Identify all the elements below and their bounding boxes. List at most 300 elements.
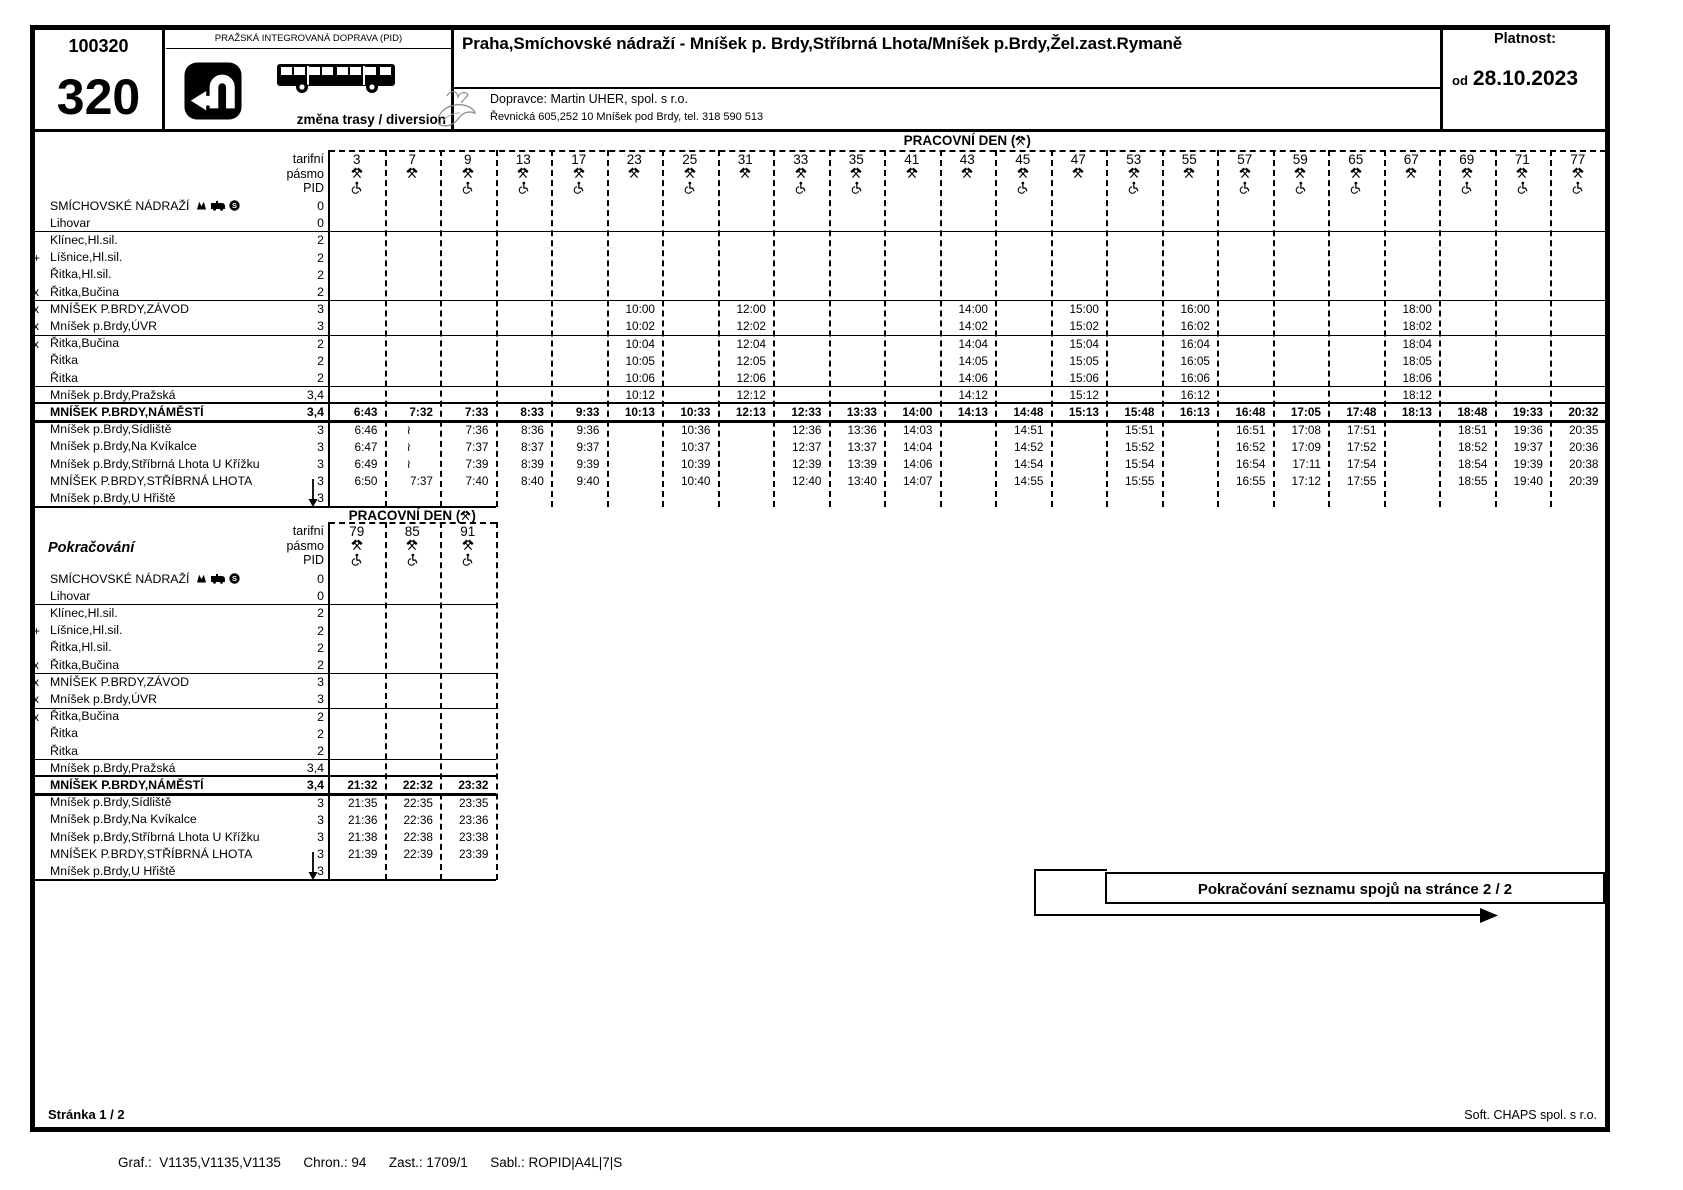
station-row	[50, 658, 119, 672]
station-row	[50, 439, 197, 453]
departure-time: 12:12	[736, 388, 766, 403]
departure-time: 21:35	[347, 795, 378, 810]
departure-time: 7:39	[465, 457, 489, 471]
metro-icon	[196, 201, 207, 210]
trip-column-icons	[329, 167, 385, 179]
trip-column-icons	[1495, 181, 1551, 194]
wheelchair-icon	[1350, 181, 1361, 194]
station-name: MNÍŠEK P.BRDY,ZÁVOD	[50, 674, 189, 689]
diversion-note: změna trasy / diversion	[296, 112, 446, 127]
departure-time: 10:06	[625, 371, 655, 385]
zone-value: 2	[317, 606, 324, 621]
corner-label: tarifní	[292, 152, 324, 166]
departure-time: 8:37	[521, 439, 544, 454]
trip-column-icons	[1495, 167, 1551, 179]
departure-time: 18:13	[1401, 405, 1432, 420]
workdays-icon	[1516, 167, 1528, 179]
departure-time: 20:36	[1568, 439, 1599, 454]
departure-time: 18:51	[1457, 422, 1488, 437]
station-prefix: x	[33, 285, 39, 299]
departure-time: 17:52	[1346, 439, 1377, 454]
departure-time: 16:06	[1180, 371, 1210, 385]
zone-value: 3,4	[306, 778, 324, 793]
station-name: Řitka	[50, 743, 79, 758]
trip-number: 91	[460, 524, 476, 539]
zone-value: 3	[317, 457, 324, 471]
departure-time: 20:32	[1568, 405, 1599, 420]
zone-value: 3	[317, 439, 324, 454]
departure-time: 21:36	[347, 812, 378, 827]
departure-time: 7:33	[464, 405, 489, 420]
station-row	[50, 474, 252, 488]
trip-column-icons	[329, 181, 385, 194]
departure-time: 14:55	[1013, 474, 1044, 489]
station-row	[50, 795, 171, 809]
workdays-icon	[1461, 167, 1473, 179]
station-name: Líšnice,Hl.sil.	[50, 623, 123, 638]
departure-time: 15:04	[1069, 336, 1099, 351]
departure-time: 7:36	[465, 422, 489, 437]
departure-time: 12:39	[791, 457, 822, 471]
trip-column-icons	[1273, 167, 1329, 179]
departure-time: 18:04	[1402, 336, 1432, 351]
zone-value: 0	[317, 199, 324, 213]
wheelchair-icon	[1461, 181, 1472, 194]
station-row	[50, 216, 90, 230]
departure-time: 21:32	[347, 778, 378, 793]
workdays-icon	[1015, 135, 1026, 146]
station-name: Mníšek p.Brdy,U Hřiště	[50, 863, 176, 878]
departure-time: 14:06	[902, 457, 933, 471]
departure-time: 15:02	[1069, 319, 1099, 334]
zone-value: 3,4	[306, 388, 324, 403]
station-row	[50, 319, 157, 333]
station-name: Řitka,Bučina	[50, 709, 120, 724]
station-name: Mníšek p.Brdy,Stříbrná Lhota U Křížku	[50, 456, 260, 471]
departure-time: 15:05	[1069, 353, 1099, 368]
train-icon	[210, 573, 226, 584]
station-row	[50, 830, 260, 844]
trip-column-icons	[1439, 181, 1495, 194]
departure-time: 15:51	[1124, 422, 1155, 437]
station-row	[50, 267, 112, 281]
departure-time: 22:39	[403, 847, 433, 862]
departure-time: 13:36	[847, 422, 877, 437]
workdays-icon	[462, 167, 474, 179]
trip-number: 45	[1015, 152, 1031, 167]
station-name: MNÍŠEK P.BRDY,NÁMĚSTÍ	[50, 404, 204, 419]
wheelchair-icon	[462, 181, 473, 194]
departure-time: 16:00	[1180, 302, 1210, 317]
dove-logo	[433, 88, 479, 128]
departure-time: 16:04	[1180, 336, 1210, 351]
departure-time: 16:48	[1235, 405, 1266, 420]
departure-time: 17:05	[1290, 405, 1321, 420]
zone-value: 3	[317, 864, 324, 879]
trip-number: 57	[1237, 152, 1253, 167]
departure-time: 16:02	[1180, 319, 1210, 334]
wheelchair-icon	[1128, 181, 1139, 194]
trip-column-icons	[1550, 181, 1606, 194]
trip-number: 35	[848, 152, 864, 167]
continuation-note: Pokračování seznamu spojů na stránce 2 / 2	[1105, 872, 1605, 904]
wheelchair-icon	[1295, 181, 1306, 194]
trip-number: 59	[1292, 152, 1308, 167]
station-name: MNÍŠEK P.BRDY,ZÁVOD	[50, 301, 189, 316]
line-number: 320	[56, 69, 141, 125]
workdays-icon	[739, 167, 751, 179]
departure-time: 15:13	[1068, 405, 1099, 420]
departure-time: 7:37	[465, 439, 489, 454]
workdays-icon	[460, 510, 471, 521]
departure-time: 10:33	[680, 405, 711, 420]
departure-time: 6:43	[353, 405, 378, 420]
departure-time: 6:50	[354, 474, 378, 489]
departure-time: 14:48	[1013, 405, 1044, 420]
departure-time: 15:52	[1124, 439, 1155, 454]
caption-underline	[166, 48, 451, 49]
esko-icon	[229, 200, 240, 211]
station-name: Mníšek p.Brdy,Na Kvíkalce	[50, 812, 197, 827]
station-prefix: x	[33, 302, 39, 317]
major-stop-line	[30, 775, 496, 777]
esko-icon	[229, 573, 240, 584]
station-row	[50, 285, 119, 299]
station-prefix: x	[33, 675, 39, 690]
station-row	[50, 864, 176, 878]
departure-time: 15:54	[1124, 457, 1155, 471]
station-row	[50, 388, 176, 402]
zone-value: 2	[317, 233, 324, 248]
trip-column-icons	[773, 181, 829, 194]
continuation-arrow-line	[1034, 869, 1036, 916]
trip-number: 67	[1403, 152, 1419, 167]
operator-address: Řevnická 605,252 10 Mníšek pod Brdy, tel. 318 590 513	[490, 111, 764, 123]
trip-column-icons	[496, 181, 552, 194]
zone-value: 2	[317, 658, 324, 672]
departure-time: 16:55	[1235, 474, 1266, 489]
departure-time: 12:05	[736, 353, 766, 368]
trip-column-icons	[940, 167, 996, 179]
station-name: Mníšek p.Brdy,U Hřiště	[50, 490, 176, 505]
station-row	[50, 572, 240, 586]
departure-time: 12:06	[736, 371, 766, 385]
departure-time: 12:00	[736, 302, 766, 317]
departure-time: 18:00	[1402, 302, 1432, 317]
station-row	[50, 640, 112, 654]
station-row	[50, 692, 157, 706]
departure-time: 14:13	[957, 405, 988, 420]
zone-value: 3,4	[306, 405, 324, 420]
corner-label: PID	[303, 181, 324, 195]
trip-number: 69	[1459, 152, 1475, 167]
day-header-text: PRACOVNÍ DEN (	[348, 508, 461, 523]
zone-value: 3	[317, 319, 324, 334]
trip-number: 47	[1070, 152, 1086, 167]
trip-number: 25	[682, 152, 698, 167]
departure-time: 19:40	[1513, 474, 1543, 489]
trip-number: 7	[408, 152, 416, 167]
trip-number: 23	[626, 152, 642, 167]
departure-time: 23:32	[458, 778, 489, 793]
trip-column-icons	[440, 181, 496, 194]
trip-column-icons	[662, 167, 718, 179]
departure-time: 20:35	[1568, 422, 1599, 437]
validity-label: Platnost:	[1493, 31, 1557, 47]
trip-column-icons	[773, 167, 829, 179]
workdays-icon	[1128, 167, 1140, 179]
departure-time: 7:40	[465, 474, 489, 489]
workdays-icon	[1572, 167, 1584, 179]
station-name: SMÍCHOVSKÉ NÁDRAŽÍ	[50, 571, 190, 586]
departure-time: 6:47	[354, 439, 378, 454]
departure-time: 12:40	[791, 474, 822, 489]
departure-time: 13:40	[847, 474, 877, 489]
workdays-icon	[961, 167, 973, 179]
trip-column-icons	[329, 539, 385, 551]
corner-label: PID	[303, 553, 324, 567]
workdays-icon	[462, 539, 474, 551]
departure-time: 14:02	[958, 319, 988, 334]
route-title: Praha,Smíchovské nádraží - Mníšek p. Brdy,Stříbrná Lhota/Mníšek p.Brdy,Žel.zast.Rymaně	[462, 34, 1183, 53]
trip-column-icons	[440, 167, 496, 179]
row-separator	[30, 300, 1605, 301]
validity-value	[1452, 67, 1578, 91]
departure-time: 13:39	[847, 457, 877, 471]
station-row	[50, 589, 90, 603]
trip-column-icons	[1273, 181, 1329, 194]
trip-column-icons	[1217, 181, 1273, 194]
validity-prefix: od	[1452, 73, 1468, 88]
station-name: Řitka,Hl.sil.	[50, 267, 112, 282]
header-divider	[162, 25, 165, 132]
page-number: Stránka 1 / 2	[48, 1107, 125, 1122]
svg-text:S: S	[232, 574, 238, 584]
zone-value: 3	[317, 675, 324, 690]
trip-column-icons	[496, 167, 552, 179]
station-row	[50, 199, 240, 213]
zone-value: 0	[317, 589, 324, 604]
station-prefix: +	[33, 250, 41, 265]
station-name: Líšnice,Hl.sil.	[50, 250, 123, 265]
station-row	[50, 405, 204, 419]
trip-column-icons	[329, 553, 385, 566]
wheelchair-icon	[462, 553, 473, 566]
zone-value: 0	[317, 216, 324, 231]
station-name: Klínec,Hl.sil.	[50, 605, 118, 620]
trip-column-icons	[440, 553, 496, 566]
trip-number: 31	[737, 152, 753, 167]
departure-time: 10:12	[625, 388, 655, 403]
workdays-icon	[1239, 167, 1251, 179]
departure-time: 23:36	[458, 812, 489, 827]
workdays-icon	[684, 167, 696, 179]
departure-time: 15:06	[1069, 371, 1099, 385]
workdays-icon	[1405, 167, 1417, 179]
departure-time: 22:32	[402, 778, 433, 793]
station-prefix: x	[33, 658, 39, 672]
corner-label: tarifní	[292, 524, 324, 538]
departure-time: 16:51	[1235, 422, 1266, 437]
zone-value: 3	[317, 847, 324, 862]
wheelchair-icon	[1239, 181, 1250, 194]
departure-time: 12:36	[791, 422, 822, 437]
route-continues-arrow	[306, 852, 320, 880]
trip-column-icons	[1106, 167, 1162, 179]
workdays-icon	[1350, 167, 1362, 179]
workdays-icon	[351, 167, 363, 179]
trip-column-icons	[385, 539, 441, 551]
zone-value: 2	[317, 336, 324, 351]
station-name: Řitka,Bučina	[50, 336, 120, 351]
skip-symbol: ≀	[406, 457, 411, 471]
departure-time: 12:33	[791, 405, 822, 420]
departure-time: 18:02	[1402, 319, 1432, 334]
trip-number: 65	[1348, 152, 1364, 167]
station-name: Mníšek p.Brdy,ÚVR	[50, 318, 158, 333]
workdays-icon	[628, 167, 640, 179]
station-name: Mníšek p.Brdy,ÚVR	[50, 691, 158, 706]
station-name: Lihovar	[50, 588, 91, 603]
departure-time: 22:36	[403, 812, 433, 827]
trip-column-icons	[551, 167, 607, 179]
trip-column-icons	[995, 167, 1051, 179]
zone-value: 3,4	[306, 761, 324, 776]
zone-value: 2	[317, 285, 324, 299]
workdays-icon	[517, 167, 529, 179]
station-name: Řitka	[50, 370, 79, 385]
departure-time: 17:08	[1291, 422, 1321, 437]
departure-time: 14:00	[958, 302, 988, 317]
departure-time: 17:55	[1346, 474, 1377, 489]
train-icon	[210, 200, 226, 211]
zone-value: 3	[317, 812, 324, 827]
departure-time: 14:54	[1013, 457, 1044, 471]
wheelchair-icon	[407, 553, 418, 566]
departure-time: 18:05	[1402, 353, 1432, 368]
day-header: PRACOVNÍ DEN ( )	[348, 508, 476, 523]
wheelchair-icon	[795, 181, 806, 194]
print-info: Graf.: V1135,V1135,V1135 Chron.: 94 Zast.: 1709/1 Sabl.: ROPID|A4L|7|S	[118, 1155, 623, 1170]
station-row	[50, 847, 252, 861]
zone-value: 3	[317, 692, 324, 707]
trip-column-icons	[995, 181, 1051, 194]
workdays-icon	[406, 539, 418, 551]
station-name: MNÍŠEK P.BRDY,STŘÍBRNÁ LHOTA	[50, 473, 253, 488]
trip-column-icons	[718, 167, 774, 179]
departure-time: 10:04	[625, 336, 655, 351]
skip-symbol: ≀	[406, 439, 411, 454]
trip-column-icons	[1051, 167, 1107, 179]
departure-time: 12:13	[735, 405, 766, 420]
station-row	[50, 726, 78, 740]
zone-value: 3	[317, 474, 324, 489]
station-prefix: x	[33, 319, 39, 334]
wheelchair-icon	[1017, 181, 1028, 194]
station-row	[50, 744, 78, 758]
departure-time: 8:39	[521, 457, 544, 471]
departure-time: 15:55	[1124, 474, 1155, 489]
departure-time: 8:33	[520, 405, 544, 420]
zone-value: 3	[317, 795, 324, 810]
departure-time: 21:38	[347, 830, 378, 844]
workdays-icon	[1294, 167, 1306, 179]
station-row	[50, 491, 176, 505]
station-name: Mníšek p.Brdy,Pražská	[50, 387, 176, 402]
wheelchair-icon	[684, 181, 695, 194]
zone-value: 2	[317, 353, 324, 368]
station-name: Mníšek p.Brdy,Sídliště	[50, 795, 172, 810]
departure-time: 6:49	[354, 457, 378, 471]
trip-number: 85	[404, 524, 420, 539]
departure-time: 14:03	[902, 422, 933, 437]
trip-column-icons	[385, 167, 441, 179]
workdays-icon	[795, 167, 807, 179]
station-row	[50, 336, 119, 350]
zone-value: 3	[317, 302, 324, 317]
departure-time: 15:48	[1124, 405, 1155, 420]
zone-value: 3	[317, 830, 324, 844]
trip-column-icons	[1217, 167, 1273, 179]
day-header-text: PRACOVNÍ DEN (	[903, 133, 1016, 148]
trip-number: 33	[793, 152, 809, 167]
row-separator	[30, 386, 1605, 387]
station-name: Mníšek p.Brdy,Na Kvíkalce	[50, 439, 197, 454]
station-row	[50, 606, 118, 620]
station-row	[50, 371, 78, 385]
departure-time: 21:39	[347, 847, 378, 862]
trip-column-icons	[662, 181, 718, 194]
departure-time: 14:05	[958, 353, 988, 368]
route-continues-arrow	[306, 479, 320, 507]
trip-column-icons	[1106, 181, 1162, 194]
station-name: Klínec,Hl.sil.	[50, 232, 118, 247]
departure-time: 17:09	[1291, 439, 1321, 454]
corner-label: pásmo	[286, 167, 324, 181]
departure-time: 19:37	[1513, 439, 1543, 454]
departure-time: 14:52	[1013, 439, 1044, 454]
trip-number: 55	[1181, 152, 1197, 167]
departure-time: 7:37	[410, 474, 433, 489]
block-bottom-line	[30, 879, 496, 882]
departure-time: 14:04	[902, 439, 933, 454]
trip-column-icons	[1439, 167, 1495, 179]
departure-time: 14:51	[1013, 422, 1044, 437]
departure-time: 9:37	[576, 439, 600, 454]
trip-column-icons	[607, 167, 663, 179]
departure-time: 17:48	[1346, 405, 1377, 420]
wheelchair-icon	[851, 181, 862, 194]
departure-time: 18:52	[1457, 439, 1488, 454]
zone-value: 3	[317, 491, 324, 506]
station-row	[50, 761, 176, 775]
trip-number: 9	[463, 152, 472, 167]
departure-time: 16:13	[1179, 405, 1210, 420]
departure-time: 10:02	[625, 319, 655, 334]
departure-time: 9:36	[576, 422, 600, 437]
zone-value: 2	[317, 267, 324, 282]
zone-value: 2	[317, 640, 324, 655]
workdays-icon	[406, 167, 418, 179]
zone-value: 3	[317, 422, 324, 437]
trip-number: 53	[1126, 152, 1142, 167]
trip-number: 13	[515, 152, 531, 167]
departure-time: 23:39	[458, 847, 489, 862]
departure-time: 17:12	[1291, 474, 1321, 489]
departure-time: 12:02	[736, 319, 766, 334]
trip-column-icons	[1550, 167, 1606, 179]
station-name: Mníšek p.Brdy,Pražská	[50, 760, 176, 775]
